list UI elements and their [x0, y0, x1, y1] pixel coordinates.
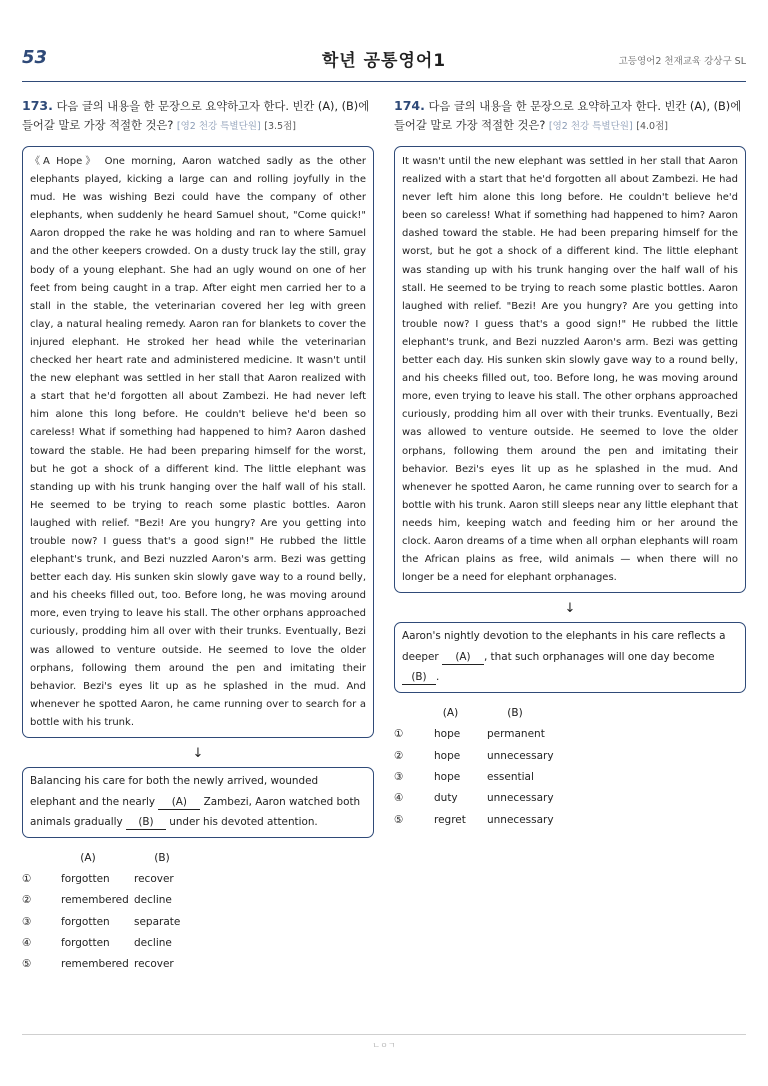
- option-b: unnecessary: [487, 792, 554, 805]
- option-5[interactable]: [394, 809, 746, 830]
- option-b: separate: [134, 915, 181, 928]
- option-1[interactable]: [394, 724, 746, 745]
- question-174: [394, 96, 746, 830]
- option-number: ③: [22, 915, 32, 928]
- summary-part: .: [436, 671, 440, 684]
- page-header: [22, 44, 746, 82]
- passage-text: 《A Hope》 One morning, Aaron watched sadly as the other elephants played, kicking a large can and rolling joyfully in the mud. He was wishing Bezi could have the company of other elephants, when suddenly he heard Samuel shout, "Come quick!" Aaron dropped the rake he was holding and ran to where Samuel and the other keepers crowded. On a dusty truck lay the still, gray body of a young elephant. She had an ugly wound on one of her feet from being caught in a trap. After eight men carried her to a stall in the stable, the veterinarian covered her leg with green clay, a natural healing remedy. Aaron ran for blankets to cover the injured elephant. He stroked her head while the veterinarian checked her heart rate and administered medicine. It wasn't until the new elephant was settled in her stall that Aaron realized with a start that he'd forgotten all about Zambezi. He had never left him alone this long before. He couldn't believe he'd been so careless! What if something had happened to him? Aaron dashed toward the stable. He had been preparing himself for the worst, but he got a shock of a different kind. The little elephant was standing up with his trunk hanging over the half wall of his stall. He seemed to be trying to reach some plastic bottles. Aaron laughed with relief. "Bezi! Are you hungry? Are you getting into trouble now? I guess that's a good sign!" He rubbed the little elephant's trunk, and Bezi nuzzled Aaron's arm. Bezi was getting better each day. His sunken skin slowly gave way to a round belly, and his cheeks filled out, too. Before long, he was moving around more, even trying to leave his stall. The other orphans approached curiously, prodding him all over with their trunks. Eventually, Bezi was allowed to venture outside. He seemed to love the older orphans, following them around the pen and imitating their behavior. Bezi's eyes lit up as he splashed in the mud. And whenever he spotted Aaron, he came running over to search for a bottle with his trunk.: [30, 156, 366, 728]
- option-b: recover: [134, 873, 174, 886]
- option-a: remembered: [61, 958, 129, 971]
- options-header: [394, 703, 746, 724]
- options-header: [22, 848, 374, 869]
- question-points: [4.0점]: [636, 121, 668, 132]
- summary-part: under his devoted attention.: [165, 816, 318, 828]
- question-stem: [22, 96, 374, 136]
- option-number: ①: [22, 873, 32, 886]
- question-tag: [영2 천강 특별단원]: [548, 121, 633, 132]
- question-173: [22, 96, 374, 975]
- option-number: ①: [394, 728, 404, 741]
- option-number: ②: [394, 749, 404, 762]
- page-number: 53: [22, 47, 48, 68]
- question-points: [3.5점]: [264, 121, 296, 132]
- option-5[interactable]: [22, 954, 374, 975]
- footer-divider: [22, 1034, 746, 1035]
- option-a: forgotten: [61, 873, 110, 886]
- option-b: unnecessary: [487, 749, 554, 762]
- header-meta: 고등영어2 천재교육 강상구 SL: [618, 56, 746, 67]
- option-2[interactable]: [394, 745, 746, 766]
- question-number: 174.: [394, 98, 425, 113]
- option-a: remembered: [61, 894, 129, 907]
- question-stem: [394, 96, 746, 136]
- blank-a: (A): [442, 650, 484, 665]
- option-b: decline: [134, 937, 172, 950]
- summary-text: [30, 771, 366, 833]
- summary-part: , that such orphanages will one day become: [483, 650, 715, 663]
- passage-box: [394, 146, 746, 593]
- option-b: unnecessary: [487, 813, 554, 826]
- option-3[interactable]: [394, 766, 746, 787]
- summary-box: [22, 767, 374, 838]
- header-b: (B): [507, 707, 523, 720]
- option-4[interactable]: [22, 932, 374, 953]
- question-text: 다음 글의 내용을 한 문장으로 요약하고자 한다. 빈칸 (A), (B)에 들어갈 말로 가장 적절한 것은?: [22, 100, 370, 132]
- footer-mark: ㄴㅇㄱ: [372, 1041, 396, 1050]
- summary-part: Balancing his care for both the newly arrived, wounded elephant and the nearly: [30, 775, 319, 808]
- option-a: hope: [434, 770, 461, 783]
- option-3[interactable]: [22, 911, 374, 932]
- option-a: hope: [434, 728, 461, 741]
- option-a: duty: [434, 792, 458, 805]
- down-arrow-icon: ↓: [564, 601, 576, 617]
- header-b: (B): [154, 852, 170, 864]
- option-a: forgotten: [61, 915, 110, 928]
- option-2[interactable]: [22, 890, 374, 911]
- option-1[interactable]: [22, 869, 374, 890]
- option-number: ③: [394, 770, 404, 783]
- passage-text: It wasn't until the new elephant was settled in her stall that Aaron realized with a start that he'd forgotten all about Zambezi. He had never left him alone this long before. He couldn't believe he'd been so careless! What if something had happened to him? Aaron dashed toward the stable. He had been preparing himself for the worst, but he got a shock of a different kind. The little elephant was standing up with his trunk hanging over the half wall of his stall. He seemed to be trying to reach some plastic bottles. Aaron laughed with relief. "Bezi! Are you hungry? Are you getting into trouble now? I guess that's a good sign!" He rubbed the little elephant's trunk, and Bezi nuzzled Aaron's arm. Bezi was getting better each day. His sunken skin slowly gave way to a round belly, and his cheeks filled out, too. Before long, he was moving around more, even trying to leave his stall. The other orphans approached curiously, prodding him all over with their trunks. Eventually, Bezi was allowed to venture outside. He seemed to love the older orphans, following them around the pen and imitating their behavior. Bezi's eyes lit up as he splashed in the mud. And whenever he spotted Aaron, he came running over to search for a bottle with his trunk. Aaron still sleeps near any little elephant that needs him, keeping watch and feeding him or her around the clock. Aaron dreams of a time when all orphan elephants will roam the African plains as free, wild animals — when there will no longer be a need for elephant orphanages.: [402, 156, 738, 584]
- option-b: recover: [134, 958, 174, 971]
- blank-b: (B): [402, 670, 436, 685]
- summary-part: Zambezi, Aaron watched both animals gradually: [30, 795, 361, 828]
- header-a: (A): [442, 707, 459, 720]
- option-b: essential: [487, 770, 534, 783]
- option-4[interactable]: [394, 788, 746, 809]
- option-a: forgotten: [61, 937, 110, 950]
- passage-box: [22, 146, 374, 738]
- option-number: ⑤: [22, 958, 32, 971]
- option-b: decline: [134, 894, 172, 907]
- question-text: 다음 글의 내용을 한 문장으로 요약하고자 한다. 빈칸 (A), (B)에 들어갈 말로 가장 적절한 것은?: [394, 100, 742, 132]
- page-title: 학년 공통영어1: [321, 51, 447, 71]
- option-number: ④: [394, 792, 404, 805]
- option-a: regret: [434, 813, 466, 826]
- blank-b: (B): [126, 815, 166, 830]
- down-arrow-icon: ↓: [192, 746, 204, 761]
- summary-text: [402, 626, 738, 688]
- summary-part: Aaron's nightly devotion to the elephants in his care reflects a deeper: [402, 630, 726, 663]
- option-a: hope: [434, 749, 461, 762]
- option-number: ⑤: [394, 813, 404, 826]
- question-tag: [영2 천강 특별단원]: [176, 121, 261, 132]
- options-list: [22, 869, 374, 975]
- options-list: [394, 724, 746, 830]
- question-number: 173.: [22, 98, 53, 113]
- option-number: ④: [22, 937, 32, 950]
- summary-box: [394, 622, 746, 693]
- header-a: (A): [80, 852, 96, 864]
- option-number: ②: [22, 894, 32, 907]
- blank-a: (A): [158, 795, 200, 810]
- option-b: permanent: [487, 728, 545, 741]
